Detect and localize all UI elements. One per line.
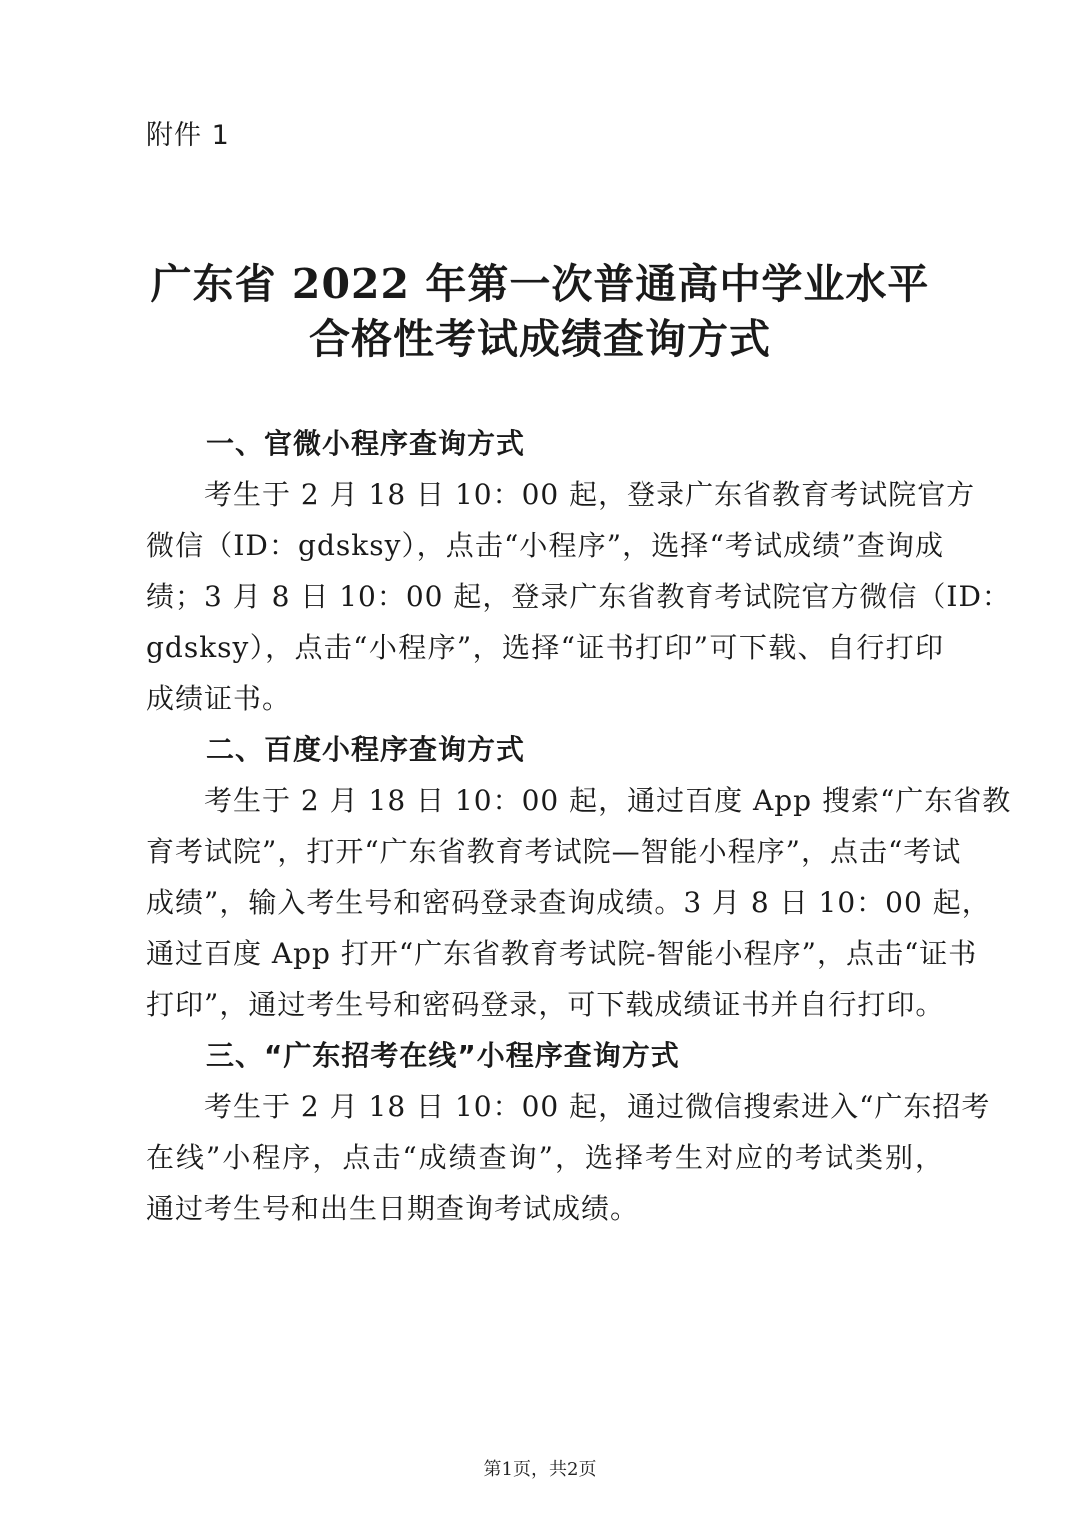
paragraph-line: 通过考生号和出生日期查询考试成绩。 (146, 1192, 640, 1225)
paragraph-line: 考生于 2 月 18 日 10：00 起，通过微信搜索进入“广东招考 (204, 1090, 991, 1123)
paragraph-line: 在线”小程序，点击“成绩查询”，选择考生对应的考试类别， (146, 1141, 944, 1174)
document-title (0, 257, 1080, 367)
section-paragraph-baidu (146, 775, 1012, 1030)
paragraph-line: 微信（ID：gdsksy），点击“小程序”，选择“考试成绩”查询成 (146, 529, 944, 562)
paragraph-line: gdsksy），点击“小程序”，选择“证书打印”可下载、自行打印 (146, 631, 944, 664)
paragraph-line: 打印”，通过考生号和密码登录，可下载成绩证书并自行打印。 (146, 988, 945, 1021)
paragraph-line: 成绩”，输入考生号和密码登录查询成绩。3 月 8 日 10：00 起， (146, 886, 991, 919)
paragraph-line: 绩；3 月 8 日 10：00 起，登录广东省教育考试院官方微信（ID： (146, 580, 1011, 613)
title-line-1: 广东省 2022 年第一次普通高中学业水平 (150, 260, 930, 308)
title-line-2: 合格性考试成绩查询方式 (309, 315, 771, 363)
section-heading-wechat: 一、官微小程序查询方式 (206, 427, 526, 460)
page-footer: 第1页，共2页 (483, 1459, 597, 1480)
paragraph-line: 考生于 2 月 18 日 10：00 起，登录广东省教育考试院官方 (204, 478, 976, 511)
section-paragraph-guangdong-zhaokao (146, 1081, 991, 1234)
paragraph-line: 育考试院”，打开“广东省教育考试院—智能小程序”，点击“考试 (146, 835, 962, 868)
section-heading-baidu: 二、百度小程序查询方式 (206, 733, 526, 766)
section-heading-guangdong-zhaokao: 三、“广东招考在线”小程序查询方式 (206, 1039, 680, 1072)
paragraph-line: 考生于 2 月 18 日 10：00 起，通过百度 App 搜索“广东省教 (204, 784, 1012, 817)
paragraph-line: 通过百度 App 打开“广东省教育考试院-智能小程序”，点击“证书 (146, 937, 978, 970)
section-paragraph-wechat (146, 469, 1011, 724)
document-body (146, 418, 1012, 1234)
paragraph-line: 成绩证书。 (146, 682, 292, 715)
attachment-label: 附件 1 (146, 120, 230, 151)
